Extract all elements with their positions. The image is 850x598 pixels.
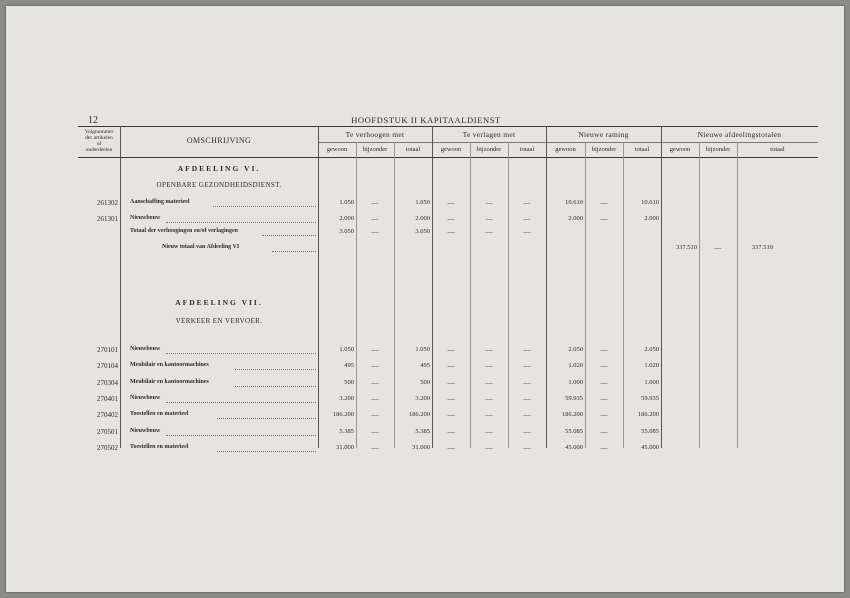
row-description: Meubilair en kantoormachines	[130, 378, 209, 385]
new-estimate-totaal: 1.020	[644, 362, 659, 370]
article-number: 270104	[97, 362, 118, 371]
new-estimate-gewoon: 2.050	[568, 346, 583, 353]
col-line	[120, 126, 121, 448]
leader-dots	[166, 222, 316, 223]
leader-dots	[217, 451, 316, 452]
new-estimate-bijzonder: —	[600, 199, 608, 207]
new-estimate-gewoon: 1.000	[568, 378, 583, 386]
new-estimate-gewoon: 10.610	[565, 199, 583, 206]
sub-header-gewoon: gewoon	[555, 146, 576, 153]
decrease-bijzonder: —	[485, 346, 493, 354]
increase-gewoon: 495	[344, 362, 354, 370]
header-bottom-rule	[78, 157, 818, 158]
article-number: 270304	[97, 378, 118, 387]
increase-totaal: 2.000	[415, 215, 430, 222]
decrease-totaal: —	[523, 443, 531, 452]
new-estimate-bijzonder: —	[600, 411, 608, 420]
row-description: Toestellen en materieel	[130, 443, 189, 450]
total-increase-totaal: 3.050	[415, 228, 430, 235]
decrease-bijzonder: —	[485, 427, 493, 436]
leader-dots	[166, 353, 316, 354]
new-estimate-bijzonder: —	[600, 346, 608, 354]
increase-bijzonder: —	[371, 443, 379, 452]
decrease-totaal: —	[523, 394, 531, 403]
increase-bijzonder: —	[371, 346, 379, 354]
increase-totaal: 5.385	[415, 427, 430, 435]
number-column-header: Volgnummer der artikelen of onderdeelen	[84, 129, 114, 153]
increase-bijzonder: —	[371, 362, 379, 371]
decrease-gewoon: —	[447, 215, 455, 223]
new-estimate-gewoon: 1.020	[568, 362, 583, 370]
group-header-new-section-totals: Nieuwe afdeelingstotalen	[697, 130, 782, 139]
increase-totaal: 31.000	[412, 443, 430, 451]
group-divider-rule	[318, 142, 818, 143]
col-line	[661, 126, 662, 448]
sub-header-gewoon: gewoon	[326, 146, 348, 153]
new-estimate-totaal: 186.200	[637, 411, 659, 419]
page-number: 12	[88, 115, 98, 126]
total-decrease-totaal: —	[523, 228, 531, 236]
sub-header-gewoon: gewoon	[440, 146, 462, 153]
section-7-title: AFDEELING VII.	[175, 298, 263, 307]
col-line	[623, 142, 624, 448]
total-decrease-bijzonder: —	[485, 228, 493, 236]
row-description: Nieuwbouw	[130, 215, 161, 221]
increase-gewoon: 2.000	[339, 215, 354, 222]
decrease-gewoon: —	[447, 346, 455, 354]
new-total-bijzonder: —	[714, 244, 722, 252]
group-header-increase: Te verhoogen met	[345, 130, 405, 139]
decrease-bijzonder: —	[485, 215, 493, 223]
increase-gewoon: 500	[344, 378, 354, 386]
leader-dots	[166, 435, 316, 436]
new-estimate-gewoon: 186.200	[561, 411, 583, 419]
new-total-label: Nieuw totaal van Afdeeling VI	[162, 244, 240, 250]
new-estimate-totaal: 2.000	[644, 215, 659, 222]
section-6-title: AFDEELING VI.	[177, 164, 261, 173]
decrease-bijzonder: —	[485, 411, 493, 420]
sub-header-bijzonder: bijzonder	[591, 146, 617, 153]
description-column-header: OMSCHRIJVING	[186, 136, 252, 145]
section-6-subtitle: OPENBARE GEZONDHEIDSDIENST.	[156, 181, 282, 189]
article-number: 270502	[97, 443, 118, 452]
total-changes-label: Totaal der verhoogingen en/of verlagingen	[130, 228, 238, 234]
article-number: 270401	[97, 394, 118, 403]
decrease-totaal: —	[523, 215, 531, 223]
new-estimate-totaal: 1.000	[644, 378, 659, 386]
increase-bijzonder: —	[371, 378, 379, 387]
new-estimate-totaal: 55.085	[641, 427, 659, 435]
new-total-gewoon: 337.510	[675, 244, 697, 251]
col-line	[394, 142, 395, 448]
new-total-totaal: 337.510	[751, 244, 773, 251]
new-estimate-gewoon: 45.000	[565, 443, 583, 451]
row-description: Nieuwbouw	[130, 427, 161, 434]
article-number: 261301	[97, 215, 118, 223]
decrease-bijzonder: —	[485, 378, 493, 387]
decrease-gewoon: —	[447, 394, 455, 403]
article-number: 270501	[97, 427, 118, 436]
increase-bijzonder: —	[371, 199, 379, 207]
increase-bijzonder: —	[371, 394, 379, 403]
new-estimate-gewoon: 59.935	[565, 394, 583, 402]
article-number: 261302	[97, 199, 118, 207]
decrease-gewoon: —	[447, 362, 455, 371]
increase-bijzonder: —	[371, 427, 379, 436]
leader-dots	[272, 251, 316, 252]
increase-totaal: 500	[420, 378, 430, 386]
sub-header-bijzonder: bijzonder	[476, 146, 502, 153]
increase-gewoon: 5.385	[339, 427, 354, 435]
col-line	[737, 142, 738, 448]
decrease-bijzonder: —	[485, 394, 493, 403]
decrease-totaal: —	[523, 346, 531, 354]
ledger-page	[6, 6, 844, 592]
leader-dots	[262, 235, 316, 236]
leader-dots	[166, 402, 316, 403]
increase-gewoon: 3.200	[339, 394, 354, 402]
leader-dots	[217, 418, 316, 419]
decrease-gewoon: —	[447, 199, 455, 207]
sub-header-gewoon: gewoon	[669, 146, 691, 153]
chapter-title: HOOFDSTUK II KAPITAALDIENST	[351, 115, 501, 125]
increase-totaal: 495	[420, 362, 430, 370]
decrease-totaal: —	[523, 362, 531, 371]
sub-header-totaal: totaal	[519, 146, 535, 153]
decrease-bijzonder: —	[485, 199, 493, 207]
decrease-bijzonder: —	[485, 362, 493, 371]
decrease-totaal: —	[523, 199, 531, 207]
new-estimate-totaal: 45.000	[641, 443, 659, 451]
new-estimate-bijzonder: —	[600, 215, 608, 223]
increase-gewoon: 1.050	[339, 346, 354, 353]
new-estimate-bijzonder: —	[600, 378, 608, 387]
increase-totaal: 186.200	[408, 411, 430, 419]
increase-totaal: 1.050	[415, 199, 430, 206]
decrease-totaal: —	[523, 411, 531, 420]
sub-header-totaal: totaal	[770, 146, 785, 153]
increase-totaal: 1.050	[415, 346, 430, 353]
sub-header-totaal: totaal	[405, 146, 421, 153]
new-estimate-bijzonder: —	[600, 362, 608, 371]
decrease-bijzonder: —	[485, 443, 493, 452]
increase-gewoon: 186.200	[332, 411, 354, 419]
decrease-totaal: —	[523, 427, 531, 436]
decrease-gewoon: —	[447, 443, 455, 452]
increase-totaal: 3.200	[415, 394, 430, 402]
sub-header-bijzonder: bijzonder	[362, 146, 388, 153]
row-description: Toestellen en materieel	[130, 411, 189, 418]
section-7-subtitle: VERKEER EN VERVOER.	[175, 317, 263, 325]
new-estimate-totaal: 59.935	[641, 394, 659, 402]
row-description: Nieuwbouw	[130, 394, 161, 401]
total-increase-bijzonder: —	[371, 228, 379, 236]
col-line	[699, 142, 700, 448]
decrease-gewoon: —	[447, 411, 455, 420]
leader-dots	[235, 369, 316, 370]
header-top-rule	[78, 126, 818, 127]
total-decrease-gewoon: —	[447, 228, 455, 236]
increase-gewoon: 31.000	[336, 443, 354, 451]
decrease-gewoon: —	[447, 378, 455, 387]
row-description: Meubilair en kantoormachines	[130, 362, 209, 369]
row-description: Nieuwbouw	[130, 346, 161, 352]
new-estimate-gewoon: 2.000	[568, 215, 583, 222]
new-estimate-bijzonder: —	[600, 427, 608, 436]
article-number: 270402	[97, 411, 118, 420]
row-description: Aanschaffing materieel	[130, 199, 190, 205]
group-header-new-estimate: Nieuwe raming	[578, 130, 629, 139]
increase-bijzonder: —	[371, 215, 379, 223]
new-estimate-gewoon: 55.085	[565, 427, 583, 435]
new-estimate-bijzonder: —	[600, 443, 608, 452]
increase-gewoon: 1.050	[339, 199, 354, 206]
new-estimate-totaal: 2.050	[644, 346, 659, 353]
new-estimate-totaal: 10.610	[641, 199, 659, 206]
decrease-totaal: —	[523, 378, 531, 387]
sub-header-totaal: totaal	[634, 146, 650, 153]
increase-bijzonder: —	[371, 411, 379, 420]
leader-dots	[213, 206, 316, 207]
sub-header-bijzonder: bijzonder	[705, 146, 731, 153]
group-header-decrease: Te verlagen met	[462, 130, 516, 139]
leader-dots	[235, 386, 316, 387]
decrease-gewoon: —	[447, 427, 455, 436]
article-number: 270101	[97, 346, 118, 354]
new-estimate-bijzonder: —	[600, 394, 608, 403]
total-increase-gewoon: 3.050	[339, 228, 354, 235]
